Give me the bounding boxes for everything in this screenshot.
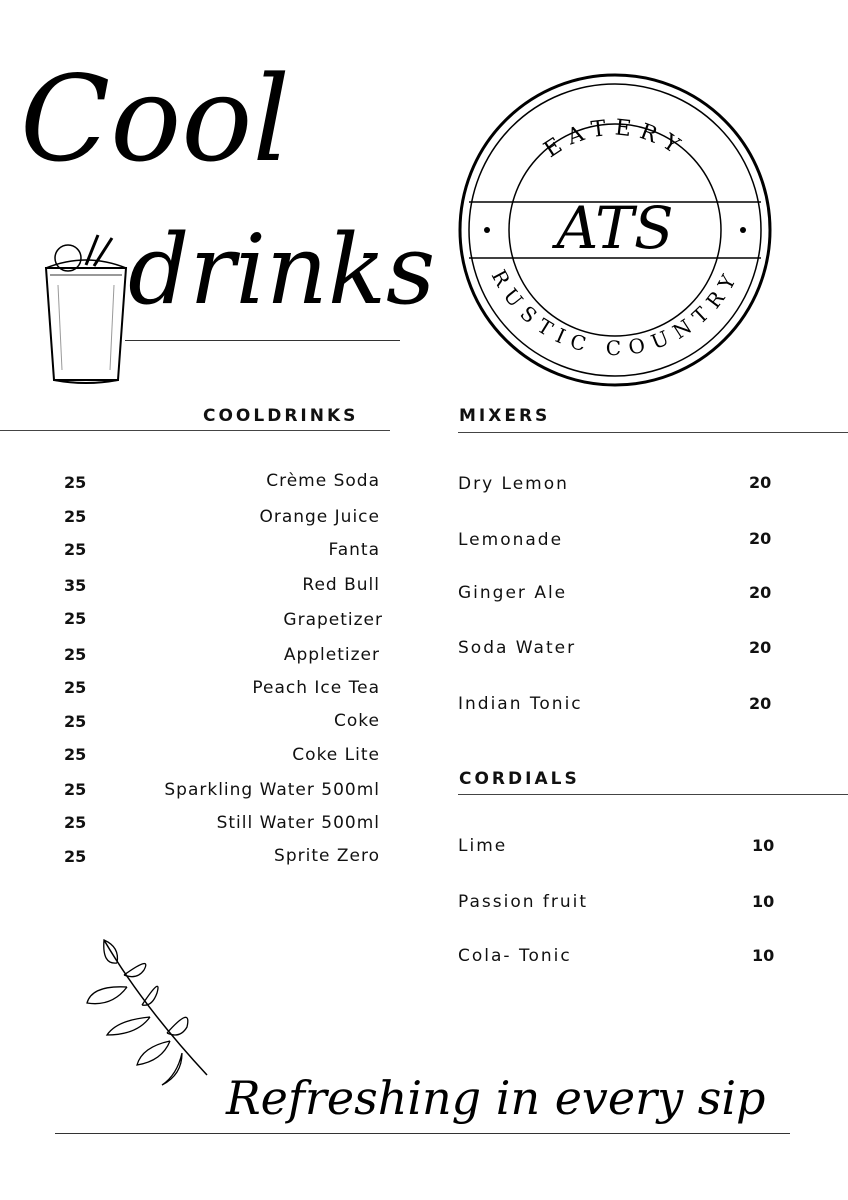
item-name: Peach Ice Tea	[252, 678, 380, 698]
tagline-underline	[55, 1133, 790, 1134]
item-name: Sparkling Water 500ml	[164, 780, 380, 800]
item-price: 20	[749, 529, 772, 548]
item-name: Cola- Tonic	[458, 946, 572, 966]
item-price: 25	[64, 540, 87, 559]
item-price: 10	[752, 892, 775, 911]
cooldrinks-rule	[0, 430, 390, 431]
item-name: Appletizer	[283, 645, 380, 665]
item-name: Coke Lite	[292, 745, 380, 765]
item-price: 20	[749, 583, 772, 602]
item-name: Passion fruit	[458, 892, 589, 912]
item-price: 10	[752, 836, 775, 855]
item-price: 25	[64, 645, 87, 664]
cordials-heading: CORDIALS	[459, 769, 580, 789]
item-name: Crème Soda	[266, 471, 380, 491]
restaurant-logo	[455, 70, 775, 390]
item-price: 25	[64, 678, 87, 697]
item-price: 25	[64, 780, 87, 799]
svg-text:RUSTIC COUNTRY	[487, 266, 744, 361]
title-cool: Cool	[20, 50, 291, 188]
item-name: Sprite Zero	[274, 846, 380, 866]
item-name: Orange Juice	[259, 507, 380, 527]
item-price: 25	[64, 473, 87, 492]
item-name: Still Water 500ml	[216, 813, 380, 833]
item-name: Coke	[334, 711, 380, 731]
item-name: Grapetizer	[283, 610, 383, 630]
logo-bottom-text: RUSTIC COUNTRY	[486, 265, 744, 361]
item-price: 25	[64, 847, 87, 866]
item-name: Lime	[458, 836, 508, 856]
leaf-sprig-icon	[82, 935, 217, 1090]
mixers-heading: MIXERS	[459, 406, 551, 426]
title-underline	[125, 340, 400, 341]
title-drinks: drinks	[128, 214, 436, 326]
item-price: 20	[749, 638, 772, 657]
item-price: 25	[64, 507, 87, 526]
logo-center-text: ATS	[556, 194, 674, 262]
mixers-rule	[458, 432, 848, 433]
item-price: 35	[64, 576, 87, 595]
item-price: 25	[64, 712, 87, 731]
svg-text:EATERY	[540, 115, 691, 163]
item-name: Fanta	[328, 540, 380, 560]
item-price: 25	[64, 745, 87, 764]
item-name: Dry Lemon	[458, 474, 569, 494]
logo-top-text: EATERY	[539, 115, 691, 164]
item-name: Lemonade	[458, 530, 564, 550]
item-name: Indian Tonic	[458, 694, 583, 714]
item-price: 25	[64, 813, 87, 832]
cooldrinks-heading: COOLDRINKS	[203, 406, 359, 426]
item-name: Ginger Ale	[458, 583, 568, 603]
item-name: Soda Water	[458, 638, 577, 658]
item-price: 20	[749, 473, 772, 492]
cordials-rule	[458, 794, 848, 795]
item-price: 20	[749, 694, 772, 713]
item-price: 10	[752, 946, 775, 965]
item-price: 25	[64, 609, 87, 628]
item-name: Red Bull	[302, 575, 380, 595]
tagline: Refreshing in every sip	[226, 1071, 766, 1125]
drink-glass-icon	[36, 230, 136, 390]
